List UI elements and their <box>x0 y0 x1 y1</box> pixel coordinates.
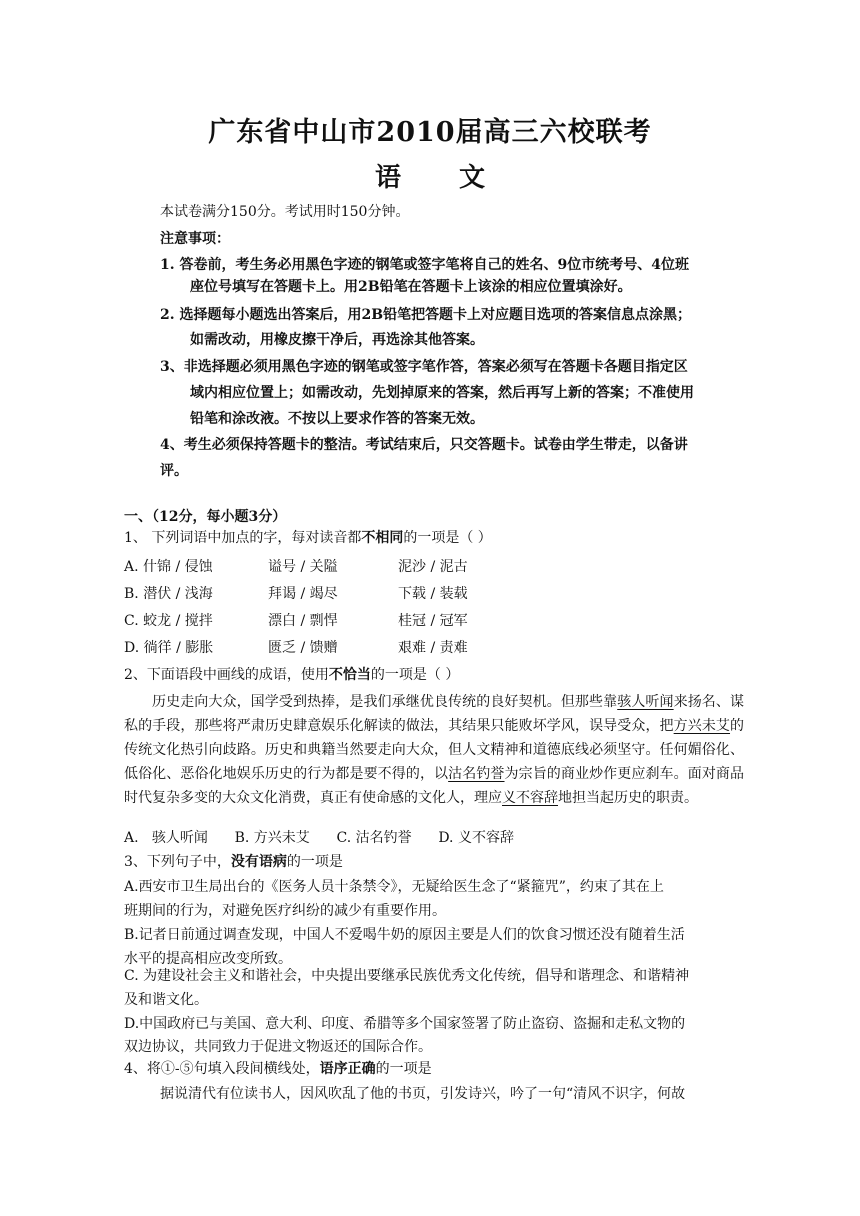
question-3-stem: 3、下列句子中，没有语病的一项是 <box>124 854 343 870</box>
note-1-line-2: 座位号填写在答题卡上。用2B铅笔在答题卡上该涂的相应位置填涂好。 <box>190 279 632 295</box>
q1-option-d-col3: 艰难 / 责难 <box>398 640 468 656</box>
q3-option-a-line-1: A.西安市卫生局出台的《医务人员十条禁令》，无疑给医生念了“紧箍咒”，约束了其在上 <box>124 879 664 895</box>
note-2-line-2: 如需改动，用橡皮擦干净后，再选涂其他答案。 <box>190 332 484 348</box>
q1-option-b-col1: B. 潜伏 / 浅海 <box>124 586 213 602</box>
q3-option-c-line-1: C. 为建设社会主义和谐社会，中央提出要继承民族优秀文化传统，倡导和谐理念、和谐精神 <box>124 968 690 984</box>
q1-option-b-col3: 下载 / 装载 <box>398 586 468 602</box>
q1-option-c-col1: C. 蛟龙 / 搅拌 <box>124 613 213 629</box>
section-1-heading: 一、（12分，每小题3分） <box>124 509 287 525</box>
q1-option-d-col1: D. 徜徉 / 膨胀 <box>124 640 214 656</box>
q3-option-c-line-2: 及和谐文化。 <box>124 992 208 1008</box>
question-4-stem: 4、将①-⑤句填入段间横线处，语序正确的一项是 <box>124 1061 432 1077</box>
q3-option-a-line-2: 班期间的行为，对避免医疗纠纷的减少有重要作用。 <box>124 903 446 919</box>
question-1-stem: 1、 下列词语中加点的字，每对读音都不相同的一项是（ ） <box>124 530 492 546</box>
exam-title: 广东省中山市2010届高三六校联考 <box>208 117 652 148</box>
q3-option-d-line-1: D.中国政府已与美国、意大利、印度、希腊等多个国家签署了防止盗窃、盗掘和走私文物的 <box>124 1016 686 1032</box>
note-4-line-1: 4、考生必须保持答题卡的整洁。考试结束后，只交答题卡。试卷由学生带走，以备讲 <box>160 437 688 453</box>
note-3-line-3: 铅笔和涂改液。不按以上要求作答的答案无效。 <box>190 411 484 427</box>
q1-option-c-col2: 漂白 / 剽悍 <box>268 613 338 629</box>
q1-option-a-col1: A. 什锦 / 侵蚀 <box>124 559 213 575</box>
q3-option-b-line-2: 水平的提高相应改变所致。 <box>124 951 292 967</box>
q1-option-c-col3: 桂冠 / 冠军 <box>398 613 468 629</box>
q1-option-b-col2: 拜谒 / 竭尽 <box>268 586 338 602</box>
q1-option-d-col2: 匮乏 / 馈赠 <box>268 640 338 656</box>
note-1-line-1: 1. 答卷前，考生务必用黑色字迹的钢笔或签字笔将自己的姓名、9位市统考号、4位班 <box>160 257 689 273</box>
note-3-line-1: 3、非选择题必须用黑色字迹的钢笔或签字笔作答，答案必须写在答题卡各题目指定区 <box>160 359 688 375</box>
note-3-line-2: 域内相应位置上；如需改动，先划掉原来的答案，然后再写上新的答案；不准使用 <box>190 385 694 401</box>
question-4-passage: 据说清代有位读书人，因风吹乱了他的书页，引发诗兴，吟了一句“清风不识字，何故 <box>160 1086 686 1102</box>
question-2-passage: 历史走向大众，国学受到热捧，是我们承继优良传统的良好契机。但那些靠骇人听闻来扬名、谋私的手段，那些将严肃历史肆意娱乐化解读的做法，其结果只能败坏学风，误导受众，把方兴未艾的传统文化热引向歧路。历史和典籍当然要走向大众，但人文精神和道德底线必须坚守。任何媚俗化、低俗化、恶俗化地娱乐历史的行为都是要不得的，以沽名钓誉为宗旨的商业炒作更应刹车。面对商品时代复杂多变的大众文化消费，真正有使命感的文化人，理应义不容辞地担当起历史的职责。 <box>124 694 745 806</box>
question-2-stem: 2、下面语段中画线的成语，使用不恰当的一项是（ ） <box>124 667 460 683</box>
q3-option-b-line-1: B.记者日前通过调查发现，中国人不爱喝牛奶的原因主要是人们的饮食习惯还没有随着生活 <box>124 927 685 943</box>
q1-option-a-col2: 谥号 / 关隘 <box>268 559 338 575</box>
question-2-options: A. 骇人听闻 B. 方兴未艾 C. 沽名钓誉 D. 义不容辞 <box>124 830 514 846</box>
intro-text: 本试卷满分150分。考试用时150分钟。 <box>160 204 410 220</box>
q3-option-d-line-2: 双边协议，共同致力于促进文物返还的国际合作。 <box>124 1039 432 1055</box>
notes-heading: 注意事项： <box>160 231 230 247</box>
note-4-line-2: 评。 <box>160 463 188 479</box>
subject-title: 语 文 <box>374 163 486 193</box>
note-2-line-1: 2. 选择题每小题选出答案后，用2B铅笔把答题卡上对应题目选项的答案信息点涂黑； <box>160 307 692 323</box>
q1-option-a-col3: 泥沙 / 泥古 <box>398 559 468 575</box>
